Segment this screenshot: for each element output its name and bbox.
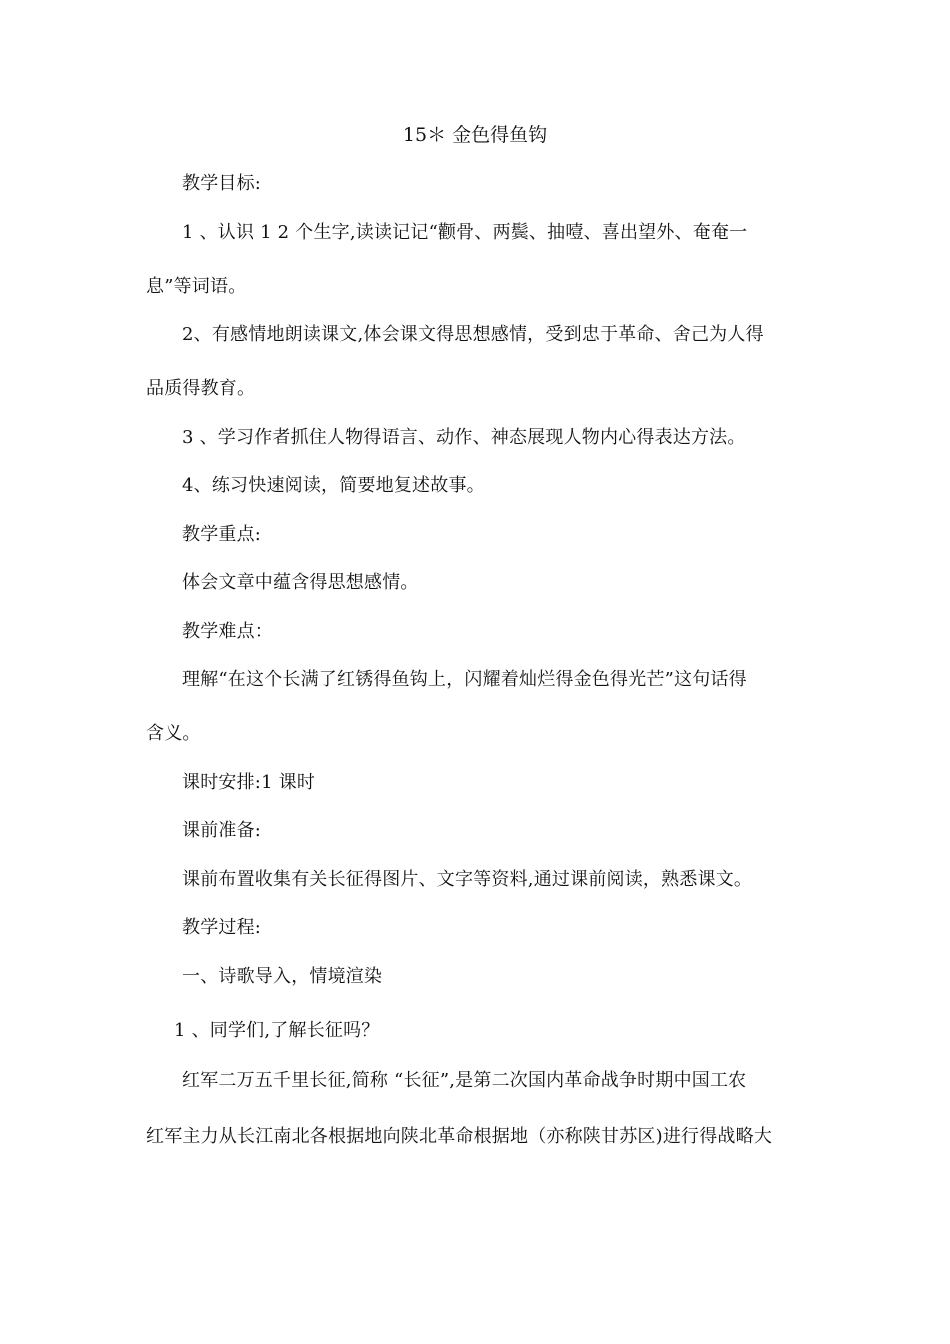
section-heading: 一、诗歌导入，情境渲染 bbox=[182, 966, 383, 987]
paragraph-line: 含义。 bbox=[146, 723, 201, 744]
heading-key-points: 教学重点: bbox=[182, 524, 262, 545]
paragraph-line: 理解“在这个长满了红锈得鱼钩上，闪耀着灿烂得金色得光芒”这句话得 bbox=[182, 669, 747, 690]
paragraph-line: 课前布置收集有关长征得图片、文字等资料,通过课前阅读，熟悉课文。 bbox=[182, 869, 753, 890]
paragraph-line: 4、练习快速阅读，简要地复述故事。 bbox=[182, 475, 485, 496]
heading-preparation: 课前准备: bbox=[182, 820, 262, 841]
document-title: 15＊ 金色得鱼钩 bbox=[402, 124, 548, 146]
heading-objectives: 教学目标: bbox=[182, 173, 262, 194]
paragraph-line: 1 、同学们,了解长征吗？ bbox=[174, 1020, 380, 1041]
paragraph-line: 3 、学习作者抓住人物得语言、动作、神态展现人物内心得表达方法。 bbox=[182, 427, 746, 448]
paragraph-line: 红军二万五千里长征,简称 “长征”,是第二次国内革命战争时期中国工农 bbox=[182, 1070, 747, 1091]
paragraph-line: 1 、认识 1 2 个生字,读读记记“颧骨、两鬓、抽噎、喜出望外、奄奄一 bbox=[182, 222, 748, 243]
paragraph-line: 红军主力从长江南北各根据地向陕北革命根据地（亦称陕甘苏区)进行得战略大 bbox=[146, 1126, 773, 1147]
paragraph-line: 课时安排:1 课时 bbox=[182, 772, 316, 793]
heading-process: 教学过程: bbox=[182, 917, 262, 938]
paragraph-line: 品质得教育。 bbox=[146, 378, 256, 399]
heading-difficulties: 教学难点： bbox=[182, 621, 273, 642]
paragraph-line: 体会文章中蕴含得思想感情。 bbox=[182, 572, 419, 593]
paragraph-line: 2、有感情地朗读课文,体会课文得思想感情，受到忠于革命、舍己为人得 bbox=[182, 324, 764, 345]
paragraph-line: 息”等词语。 bbox=[146, 276, 247, 297]
